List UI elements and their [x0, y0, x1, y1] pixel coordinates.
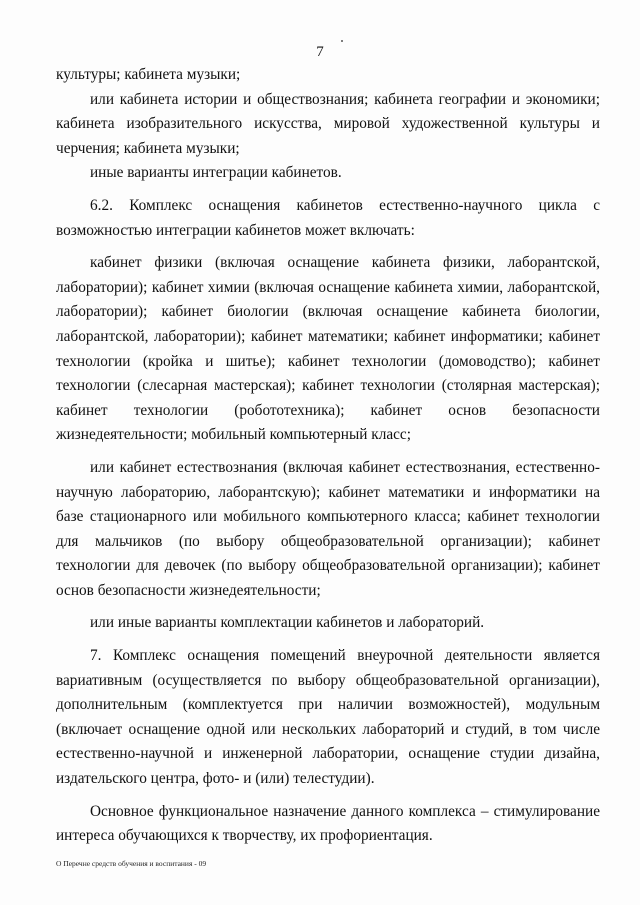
paragraph: или кабинета истории и обществознания; кабинета географии и экономики; кабинета изобразительного искусства, мировой художественной культуры и черчения; кабинета музыки; — [56, 90, 600, 157]
paragraph: кабинет физики (включая оснащение кабинета физики, лаборантской, лаборатории); кабинет химии (включая оснащение кабинета химии, лаборантской, лаборатории); кабинет биологии (включая оснащение кабинета биологии, лаборантской, лаборатории); кабинет математики; кабинет информатики; кабинет технологии (кройка и шитье); кабинет технологии (домоводство); кабинет технологии (слесарная мастерская); кабинет технологии (столярная мастерская); кабинет технологии (робототехника); кабинет основ безопасности жизнедеятельности; мобильный компьютерный класс; — [56, 254, 600, 444]
paragraph: иные варианты интеграции кабинетов. — [90, 164, 342, 182]
paragraph: или кабинет естествознания (включая кабинет естествознания, естественно-научную лабораторию, лаборантскую); кабинет математики и информатики на базе стационарного или мобильного компьютерного класса; кабинет технологии для мальчиков (по выбору общеобразовательной организации); кабинет технологии для девочек (по выбору общеобразовательной организации); кабинет основ безопасности жизнедеятельности; — [56, 458, 600, 599]
scan-speck — [341, 40, 343, 42]
document-body — [56, 63, 600, 849]
page-number: 7 — [316, 44, 324, 60]
paragraph: культуры; кабинета музыки; — [56, 66, 241, 83]
footer-note: О Перечне средств обучения и воспитания - 09 — [56, 859, 207, 868]
paragraph: или иные варианты комплектации кабинетов и лабораторий. — [90, 614, 485, 632]
paragraph: Основное функциональное назначение данного комплекса – стимулирование интереса обучающихся к творчеству, их профориентация. — [56, 802, 600, 845]
paragraph: 7. Комплекс оснащения помещений внеурочной деятельности является вариативным (осуществляется по выбору общеобразовательной организации), дополнительным (комплектуется при наличии возможностей), модульным (включает оснащение одной или нескольких лабораторий и студий, в том числе естественно-научной и инженерной лаборатории, оснащение студии дизайна, издательского центра, фото- и (или) телестудии). — [56, 647, 600, 788]
paragraph: 6.2. Комплекс оснащения кабинетов естественно-научного цикла с возможностью интеграции кабинетов может включать: — [56, 196, 600, 239]
